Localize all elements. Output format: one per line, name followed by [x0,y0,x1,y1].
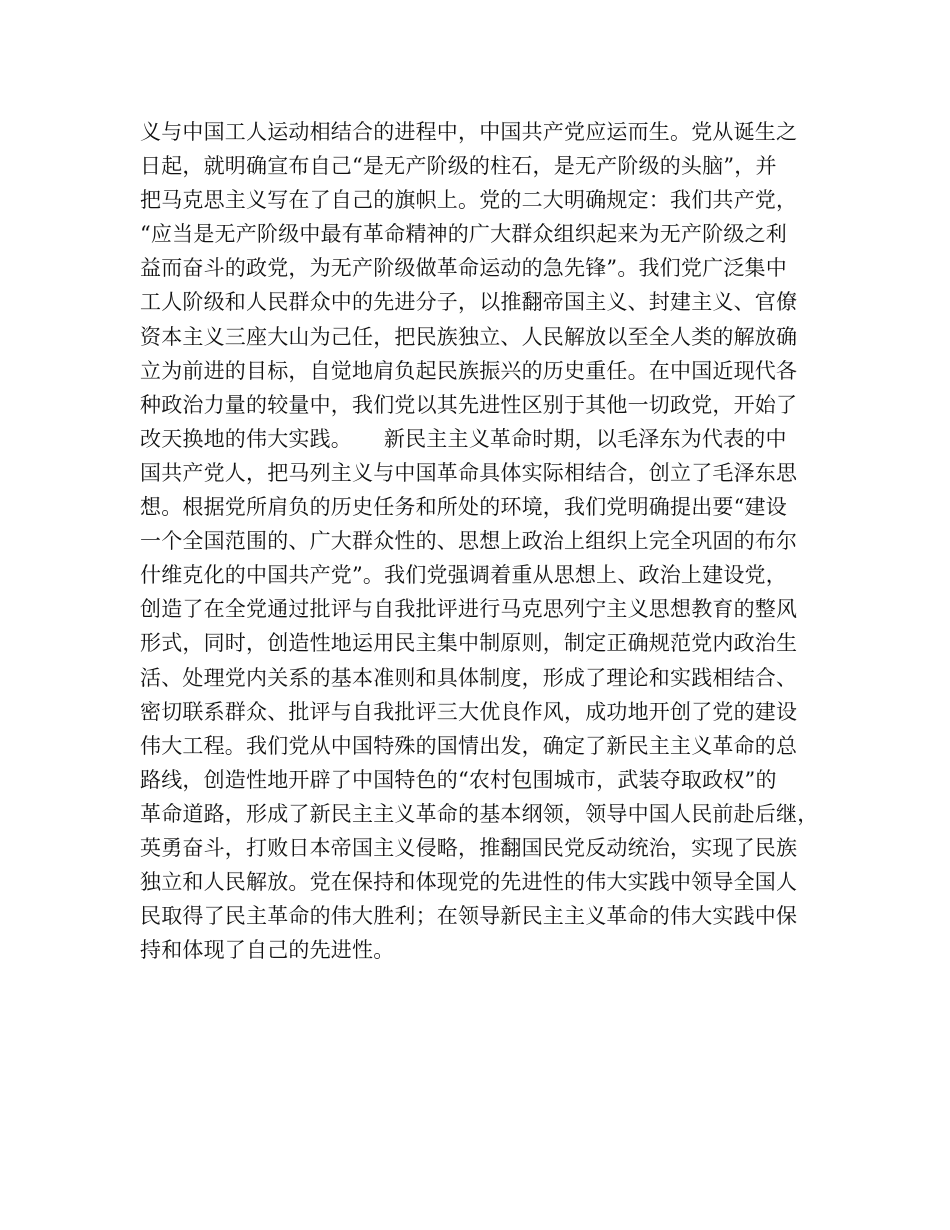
text-line: 英勇奋斗，打败日本帝国主义侵略，推翻国民党反动统治，实现了民族 [140,835,798,860]
text-line: 什维克化的中国共产党”。我们党强调着重从思想上、政治上建设党， [140,563,787,588]
text-line: 国共产党人，把马列主义与中国革命具体实际相结合，创立了毛泽东思 [140,460,798,485]
body-text [140,115,830,967]
text-line: 资本主义三座大山为己任，把民族独立、人民解放以至全人类的解放确 [140,324,798,349]
text-line: 益而奋斗的政党，为无产阶级做革命运动的急先锋”。我们党广泛集中 [140,256,787,281]
text-line: 把马克思主义写在了自己的旗帜上。党的二大明确规定：我们共产党， [140,188,798,213]
text-line: “应当是无产阶级中最有革命精神的广大群众组织起来为无产阶级之利 [140,222,787,247]
text-line: 密切联系群众、批评与自我批评三大优良作风，成功地开创了党的建设 [140,699,798,724]
text-line: 立为前进的目标，自觉地肩负起民族振兴的历史重任。在中国近现代各 [140,358,798,383]
text-line: 改天换地的伟大实践。 新民主主义革命时期，以毛泽东为代表的中 [140,426,787,451]
text-line: 日起，就明确宣布自己“是无产阶级的柱石，是无产阶级的头脑”，并 [140,154,777,179]
text-line: 义与中国工人运动相结合的进程中，中国共产党应运而生。党从诞生之 [140,120,798,144]
text-line: 路线，创造性地开辟了中国特色的“农村包围城市，武装夺取政权”的 [140,767,777,792]
text-line: 伟大工程。我们党从中国特殊的国情出发，确定了新民主主义革命的总 [140,733,798,758]
text-line: 民取得了民主革命的伟大胜利；在领导新民主主义革命的伟大实践中保 [140,904,798,929]
text-line: 一个全国范围的、广大群众性的、思想上政治上组织上完全巩固的布尔 [140,529,798,554]
text-line: 工人阶级和人民群众中的先进分子，以推翻帝国主义、封建主义、官僚 [140,290,798,315]
text-line: 种政治力量的较量中，我们党以其先进性区别于其他一切政党，开始了 [140,392,798,417]
text-line: 持和体现了自己的先进性。 [140,938,395,963]
text-line: 活、处理党内关系的基本准则和具体制度，形成了理论和实践相结合、 [140,665,798,690]
text-line: 想。根据党所肩负的历史任务和所处的环境，我们党明确提出要“建设 [140,495,787,520]
text-line: 独立和人民解放。党在保持和体现党的先进性的伟大实践中领导全国人 [140,870,798,895]
text-line: 创造了在全党通过批评与自我批评进行马克思列宁主义思想教育的整风 [140,597,798,622]
text-line: 革命道路，形成了新民主主义革命的基本纲领，领导中国人民前赴后继， [140,801,819,826]
text-line: 形式，同时，创造性地运用民主集中制原则，制定正确规范党内政治生 [140,631,798,656]
